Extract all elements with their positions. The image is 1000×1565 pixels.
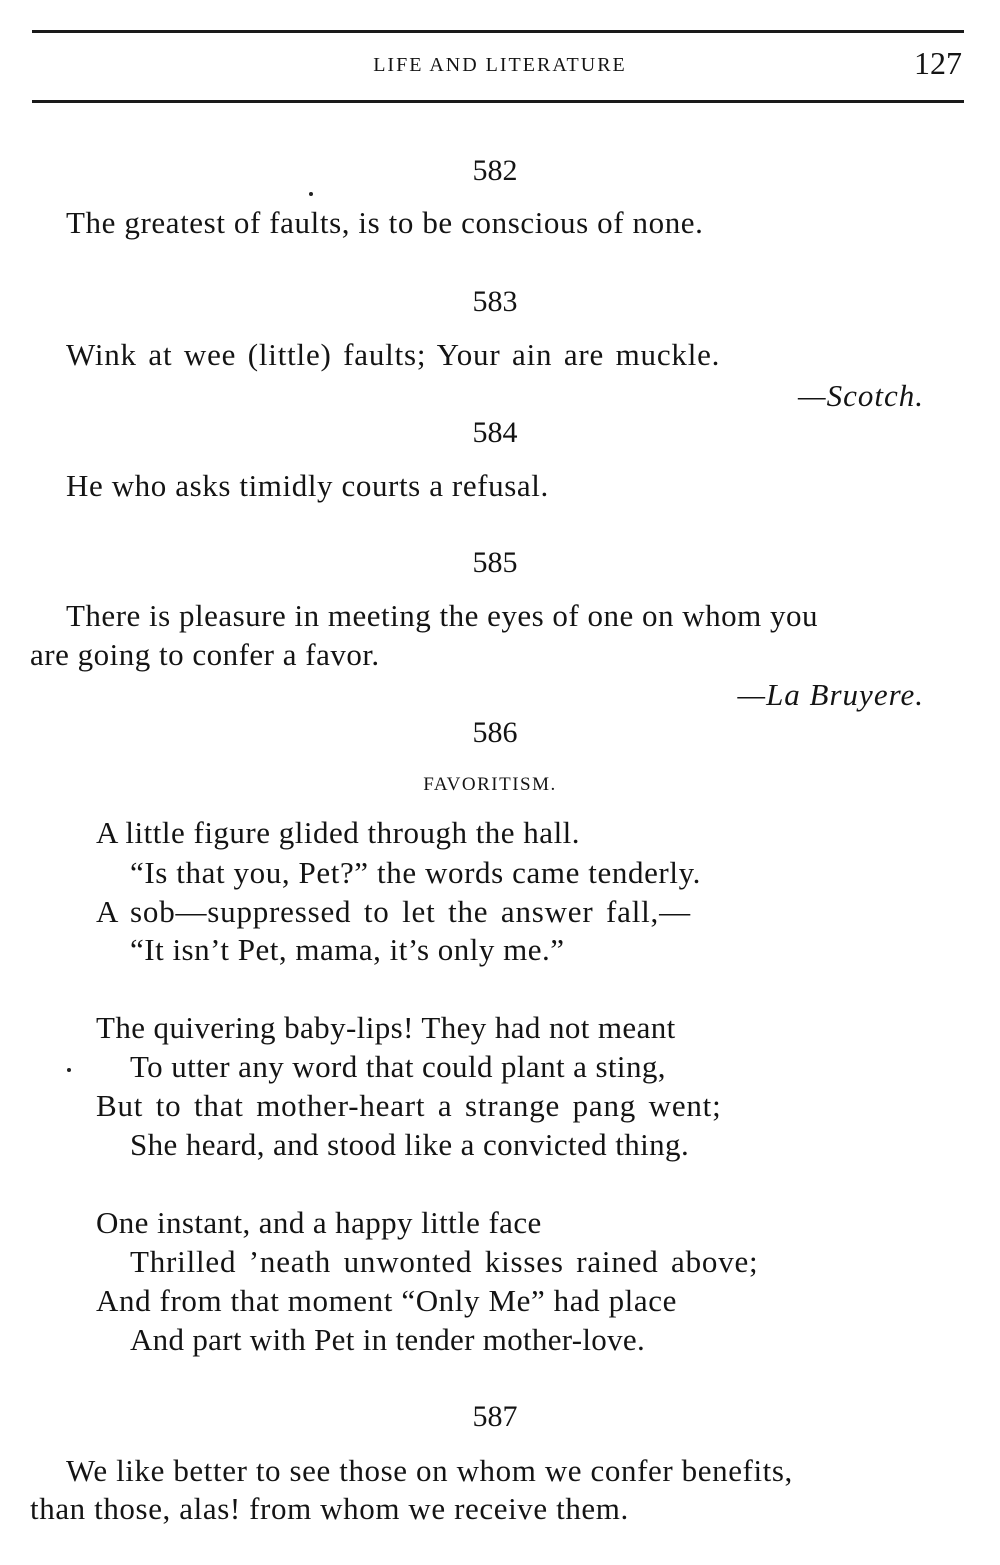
entry-text-585-line-1: There is pleasure in meeting the eyes of one on whom you: [66, 598, 818, 633]
entry-number-583: 583: [472, 285, 518, 318]
attribution-585: —La Bruyere.: [737, 677, 924, 712]
print-speck: [309, 192, 313, 196]
entry-text-587-line-1: We like better to see those on whom we confer benefits,: [66, 1453, 793, 1488]
poem-line: To utter any word that could plant a sting,: [130, 1049, 666, 1084]
entry-text-585-line-2: are going to confer a favor.: [30, 637, 380, 672]
poem-line: “It isn’t Pet, mama, it’s only me.”: [130, 932, 565, 967]
poem-line: The quivering baby-lips! They had not meant: [96, 1010, 676, 1045]
poem-line: “Is that you, Pet?” the words came tenderly.: [130, 855, 702, 890]
page-number: 127: [914, 45, 962, 81]
entry-number-587: 587: [472, 1400, 518, 1433]
entry-number-584: 584: [472, 416, 518, 449]
poem-title: FAVORITISM.: [423, 774, 557, 795]
entry-number-585: 585: [472, 546, 518, 579]
print-speck: [67, 1068, 71, 1072]
entry-text-583: Wink at wee (little) faults; Your ain are muckle.: [66, 337, 721, 372]
poem-line: One instant, and a happy little face: [96, 1205, 542, 1240]
poem-line: A sob—suppressed to let the answer fall,—: [96, 894, 691, 929]
poem-line: A little figure glided through the hall.: [96, 815, 581, 850]
poem-line: But to that mother-heart a strange pang went;: [96, 1088, 722, 1123]
poem-line: And part with Pet in tender mother-love.: [130, 1322, 646, 1357]
running-title: LIFE AND LITERATURE: [373, 54, 627, 76]
attribution-583: —Scotch.: [798, 378, 924, 413]
entry-text-582: The greatest of faults, is to be conscious of none.: [66, 205, 704, 240]
poem-line: She heard, and stood like a convicted thing.: [130, 1127, 690, 1162]
entry-number-586: 586: [472, 716, 518, 749]
entry-text-587-line-2: than those, alas! from whom we receive them.: [30, 1491, 629, 1526]
poem-line: Thrilled ’neath unwonted kisses rained above;: [130, 1244, 759, 1279]
entry-text-584: He who asks timidly courts a refusal.: [66, 468, 549, 503]
header-rule-bottom: [32, 100, 964, 103]
header-rule-top: [32, 30, 964, 33]
entry-number-582: 582: [472, 154, 518, 187]
poem-line: And from that moment “Only Me” had place: [96, 1283, 677, 1318]
